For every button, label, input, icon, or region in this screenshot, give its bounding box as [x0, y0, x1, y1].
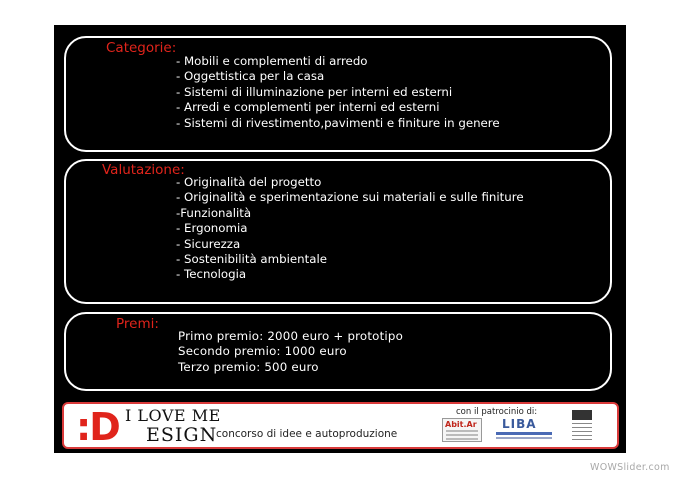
watermark: WOWSlider.com: [590, 462, 670, 473]
academy-seal-icon: [570, 408, 594, 442]
logo-top-text: I LOVE ME: [125, 406, 221, 425]
list-item: Secondo premio: 1000 euro: [178, 344, 347, 359]
logo-bottom-text: ESIGN: [146, 424, 218, 446]
list-item: - Sistemi di rivestimento,pavimenti e finiture in genere: [176, 115, 500, 130]
logo-mark: :D: [76, 405, 119, 449]
list-item: -Funzionalità: [176, 205, 252, 220]
list-item: - Originalità e sperimentazione sui materiali e sulle finiture: [176, 190, 524, 205]
list-item: - Originalità del progetto: [176, 175, 322, 189]
valutazione-heading: Valutazione:: [102, 162, 185, 178]
tagline: concorso di idee e autoproduzione: [216, 428, 398, 440]
list-item: Terzo premio: 500 euro: [178, 359, 319, 374]
slide: [54, 25, 626, 453]
list-item: Primo premio: 2000 euro + prototipo: [178, 329, 403, 343]
abitar-logo-lines: [446, 430, 478, 442]
categorie-heading: Categorie:: [106, 40, 177, 56]
abitar-logo: [442, 418, 482, 442]
list-item: - Mobili e complementi di arredo: [176, 54, 368, 68]
categorie-list: [176, 54, 500, 131]
list-item: - Tecnologia: [176, 267, 247, 282]
list-item: - Oggettistica per la casa: [176, 69, 325, 84]
abitar-logo-text: Abit.Ar: [445, 420, 477, 429]
valutazione-list: [176, 175, 524, 283]
premi-list: [178, 329, 403, 375]
footer-banner: [62, 402, 619, 449]
list-item: - Sistemi di illuminazione per interni ed esterni: [176, 84, 453, 99]
list-item: - Sostenibilità ambientale: [176, 252, 328, 267]
patronage-label: con il patrocinio di:: [456, 407, 538, 417]
list-item: - Ergonomia: [176, 221, 248, 236]
liba-logo-text: LIBA: [502, 417, 537, 431]
premi-heading: Premi:: [116, 316, 159, 332]
list-item: - Arredi e complementi per interni ed esterni: [176, 100, 440, 115]
liba-logo: [494, 417, 554, 445]
list-item: - Sicurezza: [176, 236, 241, 251]
